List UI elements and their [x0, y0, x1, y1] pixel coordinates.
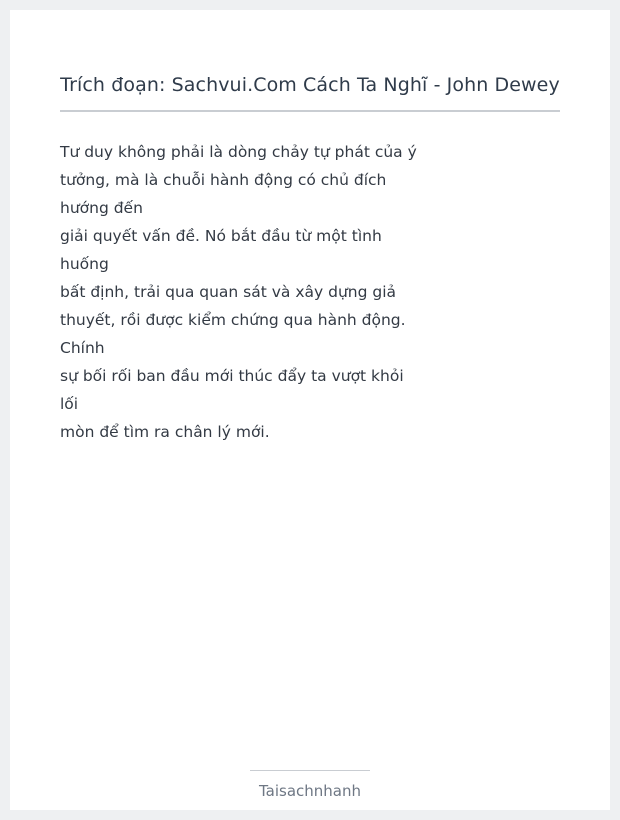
excerpt-line: huống [60, 255, 109, 273]
excerpt-line: bất định, trải qua quan sát và xây dựng giả [60, 283, 397, 301]
excerpt-line: Chính [60, 339, 105, 357]
excerpt-line: mòn để tìm ra chân lý mới. [60, 423, 270, 441]
excerpt-line: hướng đến [60, 199, 143, 217]
excerpt-line: sự bối rối ban đầu mới thúc đẩy ta vượt khỏi [60, 367, 404, 385]
excerpt-line: lối [60, 395, 79, 413]
excerpt-line: Tư duy không phải là dòng chảy tự phát của ý [60, 143, 417, 161]
excerpt-line: thuyết, rồi được kiểm chứng qua hành động. [60, 311, 406, 329]
title-divider [60, 110, 560, 112]
document-title: Trích đoạn: Sachvui.Com Cách Ta Nghĩ - John Dewey [60, 74, 560, 96]
footer-source: Taisachnhanh [258, 782, 362, 800]
excerpt-line: tưởng, mà là chuỗi hành động có chủ đích [60, 171, 387, 189]
footer-divider [250, 770, 370, 771]
excerpt-body [60, 138, 417, 446]
excerpt-line: giải quyết vấn đề. Nó bắt đầu từ một tình [60, 227, 382, 245]
document-page [10, 10, 610, 810]
